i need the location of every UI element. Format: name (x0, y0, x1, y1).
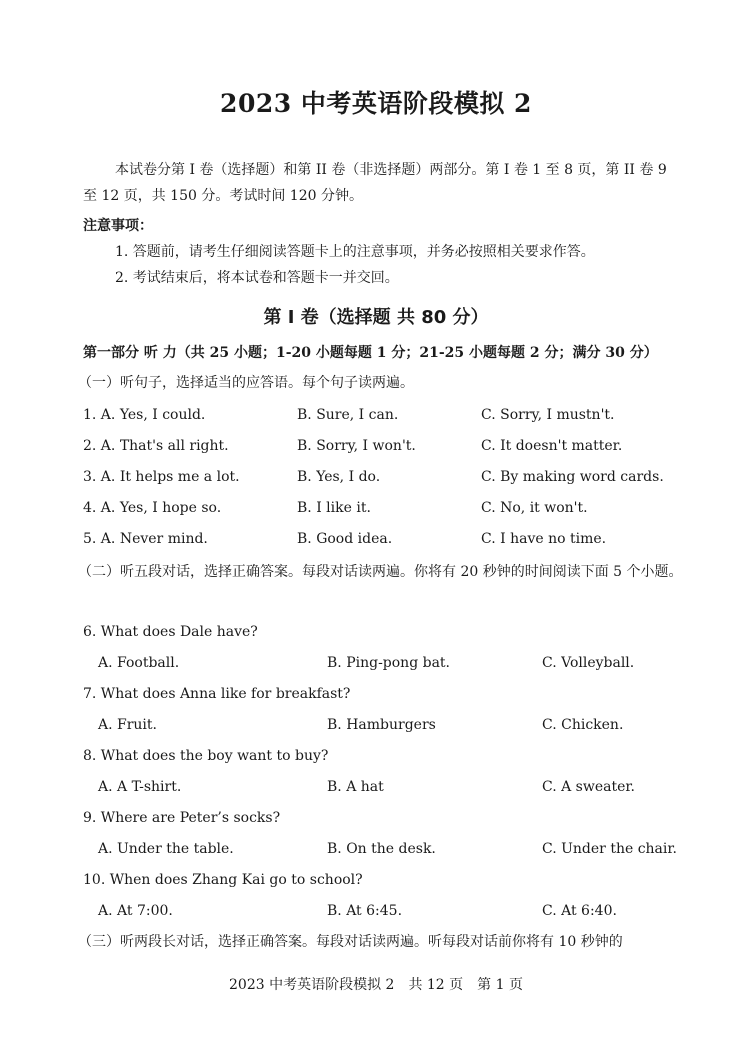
option-row (98, 717, 698, 739)
option-a: 4. A. Yes, I hope so. (83, 500, 222, 516)
subsection-2-instruction: （二）听五段对话，选择正确答案。每段对话读两遍。你将有 20 秒钟的时间阅读下面 5 个小题。 (78, 564, 683, 580)
option-b: B. Ping-pong bat. (327, 655, 450, 671)
option-b: B. Yes, I do. (297, 469, 381, 485)
option-a: 3. A. It helps me a lot. (83, 469, 240, 485)
notice-label: 注意事项： (83, 218, 153, 234)
option-c: C. I have no time. (481, 531, 607, 547)
question-stem: 7. What does Anna like for breakfast? (83, 686, 351, 702)
section-title: 第 I 卷（选择题 共 80 分） (263, 307, 489, 328)
option-c: C. Volleyball. (542, 655, 635, 671)
option-c: C. Sorry, I mustn't. (481, 407, 615, 423)
option-b: B. Sure, I can. (297, 407, 399, 423)
question-row (83, 500, 703, 524)
option-c: C. By making word cards. (481, 469, 664, 485)
part-title: 第一部分 听 力（共 25 小题；1-20 小题每题 1 分；21-25 小题每题 2 分；满分 30 分） (83, 345, 658, 361)
option-c: C. At 6:40. (542, 903, 617, 919)
option-c: C. Under the chair. (542, 841, 677, 857)
option-a: 1. A. Yes, I could. (83, 407, 206, 423)
option-b: B. Good idea. (297, 531, 393, 547)
intro-paragraph: 本试卷分第 I 卷（选择题）和第 II 卷（非选择题）两部分。第 I 卷 1 至 8 页，第 II 卷 9 至 12 页，共 150 分。考试时间 120 分钟。 (83, 162, 667, 204)
question-row (83, 407, 703, 431)
question-stem: 9. Where are Peter’s socks? (83, 810, 281, 826)
question-row (83, 438, 703, 462)
option-a: 5. A. Never mind. (83, 531, 208, 547)
option-row (98, 903, 698, 925)
notice-item: 2. 考试结束后，将本试卷和答题卡一并交回。 (115, 270, 399, 286)
option-c: C. Chicken. (542, 717, 624, 733)
option-b: B. At 6:45. (327, 903, 403, 919)
option-a: A. A T-shirt. (98, 779, 182, 795)
question-stem: 8. What does the boy want to buy? (83, 748, 329, 764)
option-c: C. A sweater. (542, 779, 635, 795)
option-row (98, 779, 698, 801)
option-b: B. Sorry, I won't. (297, 438, 416, 454)
page-title: 2023 中考英语阶段模拟 2 (220, 89, 532, 118)
option-a: 2. A. That's all right. (83, 438, 229, 454)
option-c: C. No, it won't. (481, 500, 588, 516)
page-footer: 2023 中考英语阶段模拟 2 共 12 页 第 1 页 (229, 977, 523, 993)
question-stem: 6. What does Dale have? (83, 624, 258, 640)
option-row (98, 841, 698, 863)
notice-item: 1. 答题前，请考生仔细阅读答题卡上的注意事项，并务必按照相关要求作答。 (115, 244, 595, 260)
option-a: A. Fruit. (98, 717, 157, 733)
subsection-3-instruction: （三）听两段长对话，选择正确答案。每段对话读两遍。听每段对话前你将有 10 秒钟的 (78, 934, 623, 950)
option-c: C. It doesn't matter. (481, 438, 623, 454)
option-a: A. Under the table. (98, 841, 234, 857)
option-b: B. A hat (327, 779, 384, 795)
question-row (83, 469, 703, 493)
question-row (83, 531, 703, 555)
option-b: B. I like it. (297, 500, 371, 516)
subsection-1-instruction: （一）听句子，选择适当的应答语。每个句子读两遍。 (78, 375, 414, 391)
option-row (98, 655, 698, 677)
option-a: A. At 7:00. (98, 903, 173, 919)
option-b: B. Hamburgers (327, 717, 436, 733)
question-stem: 10. When does Zhang Kai go to school? (83, 872, 363, 888)
option-a: A. Football. (98, 655, 180, 671)
option-b: B. On the desk. (327, 841, 436, 857)
